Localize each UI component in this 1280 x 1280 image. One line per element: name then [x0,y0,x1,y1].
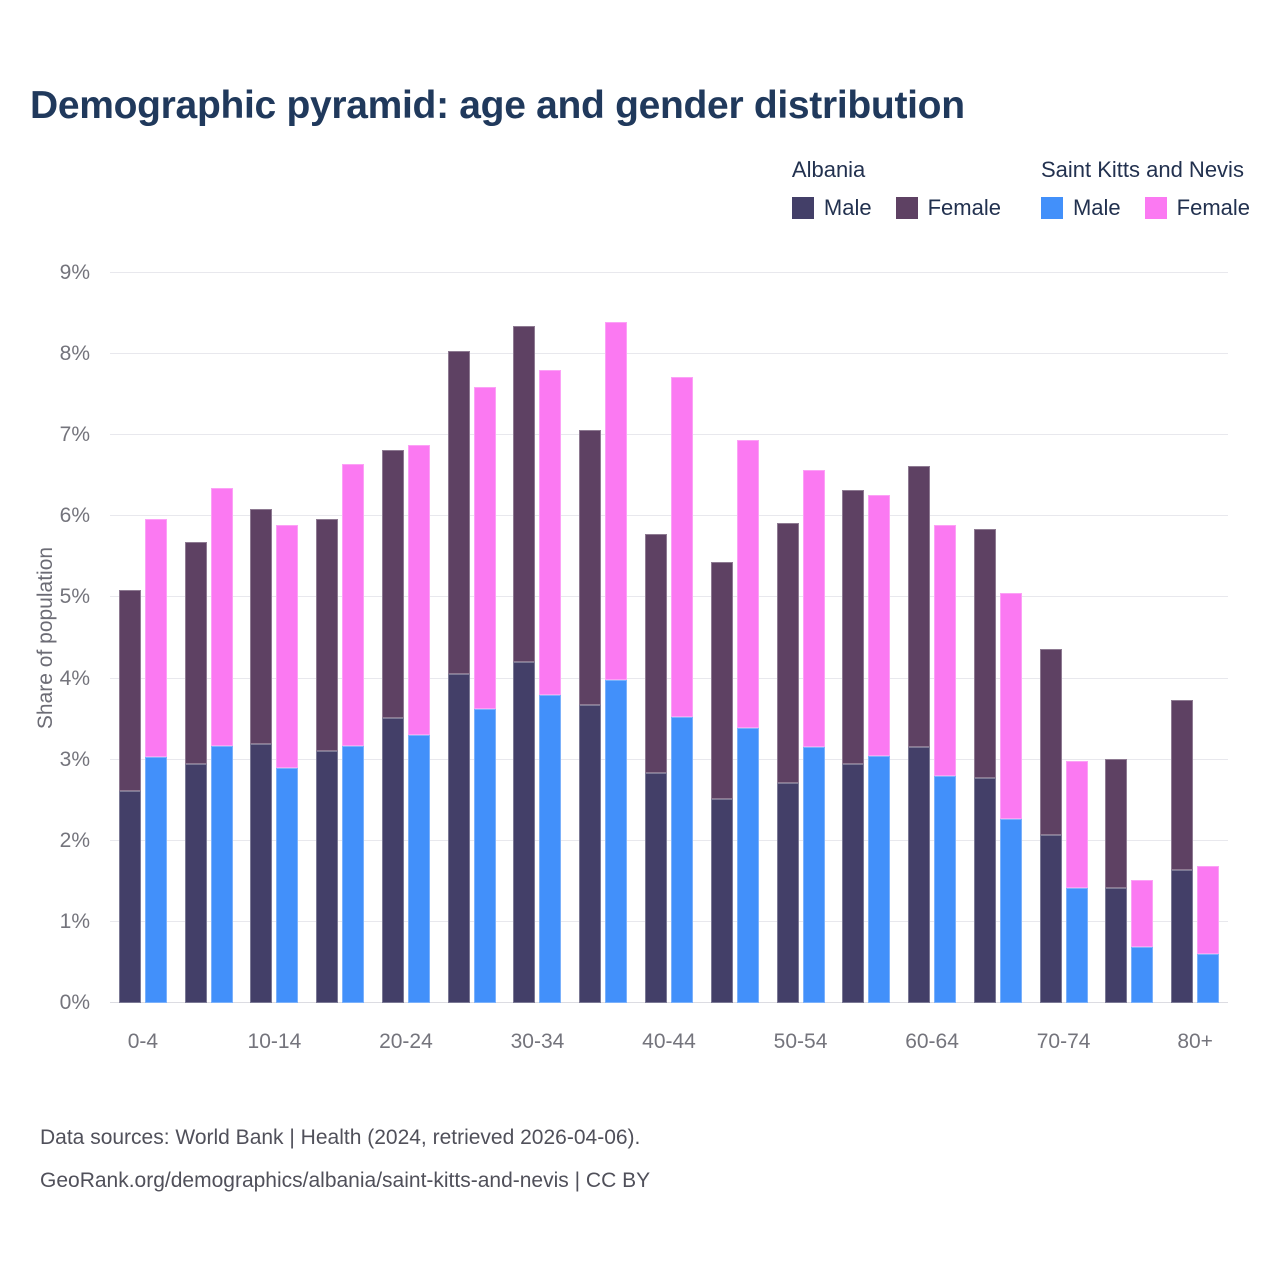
bar-saint-kitts-and-nevis-male-35-39[interactable] [605,680,627,1003]
footer [40,1116,650,1202]
x-tick-40-44: 40-44 [642,1030,696,1053]
bar-saint-kitts-and-nevis-female-75-79[interactable] [1131,880,1153,947]
bar-albania-male-25-29[interactable] [448,674,470,1003]
stack-saint-kitts-and-nevis-60-64 [934,525,956,1003]
legend-item-label: Male [823,195,872,220]
legend [792,157,1250,221]
skn-male-swatch-icon [1041,197,1063,219]
x-tick-25-29 [439,1030,505,1054]
bar-saint-kitts-and-nevis-male-30-34[interactable] [539,695,561,1003]
y-tick-6%: 6% [59,504,90,528]
stack-albania-65-69 [974,529,996,1003]
x-tick-45-49 [702,1030,768,1054]
stack-saint-kitts-and-nevis-50-54 [803,470,825,1003]
bar-albania-female-30-34[interactable] [513,326,535,663]
bar-group-10-14 [242,273,308,1003]
bar-albania-female-70-74[interactable] [1040,649,1062,835]
legend-item-albania-female[interactable] [896,195,1001,221]
bar-albania-female-5-9[interactable] [185,542,207,763]
bar-saint-kitts-and-nevis-male-55-59[interactable] [868,756,890,1003]
bar-saint-kitts-and-nevis-female-30-34[interactable] [539,370,561,695]
y-tick-9%: 9% [59,261,90,284]
stack-saint-kitts-and-nevis-15-19 [342,464,364,1003]
stack-saint-kitts-and-nevis-10-14 [276,525,298,1003]
x-tick-80-: 80+ [1177,1030,1213,1053]
bar-saint-kitts-and-nevis-female-80-[interactable] [1197,866,1219,954]
bar-group-35-39 [570,273,636,1003]
y-tick-0%: 0% [59,991,90,1014]
y-axis-title: Share of population [34,546,57,730]
bar-group-15-19 [307,273,373,1003]
legend-items-saint-kitts-and-nevis [1041,195,1250,221]
bar-albania-female-40-44[interactable] [645,534,667,773]
bar-albania-male-35-39[interactable] [579,705,601,1003]
bar-saint-kitts-and-nevis-female-15-19[interactable] [342,464,364,745]
x-tick-55-59 [833,1030,899,1054]
x-tick-10-14: 10-14 [247,1030,302,1053]
bar-group-80- [1162,273,1228,1003]
bar-saint-kitts-and-nevis-male-20-24[interactable] [408,735,430,1003]
bar-saint-kitts-and-nevis-female-25-29[interactable] [474,387,496,709]
stack-saint-kitts-and-nevis-5-9 [211,488,233,1003]
stack-saint-kitts-and-nevis-30-34 [539,370,561,1003]
bar-albania-female-60-64[interactable] [908,466,930,747]
bar-saint-kitts-and-nevis-female-5-9[interactable] [211,488,233,746]
bar-albania-male-45-49[interactable] [711,799,733,1003]
albania-male-swatch-icon [792,197,814,219]
x-tick-70-74: 70-74 [1036,1030,1091,1053]
albania-female-swatch-icon [896,197,918,219]
bar-albania-male-65-69[interactable] [974,778,996,1003]
skn-female-swatch-icon [1145,197,1167,219]
y-tick-7%: 7% [59,423,90,447]
bar-saint-kitts-and-nevis-male-0-4[interactable] [145,757,167,1003]
y-tick-8%: 8% [59,342,90,366]
bar-saint-kitts-and-nevis-female-60-64[interactable] [934,525,956,776]
bar-saint-kitts-and-nevis-male-25-29[interactable] [474,709,496,1003]
stack-saint-kitts-and-nevis-40-44 [671,377,693,1003]
bar-albania-male-15-19[interactable] [316,751,338,1003]
bar-albania-male-55-59[interactable] [842,764,864,1003]
legend-item-skn-female[interactable] [1145,195,1250,221]
stack-albania-80- [1171,700,1193,1003]
bar-saint-kitts-and-nevis-female-40-44[interactable] [671,377,693,717]
stack-albania-50-54 [777,523,799,1003]
legend-item-skn-male[interactable] [1041,195,1121,221]
x-axis [110,1030,1228,1054]
bar-saint-kitts-and-nevis-male-60-64[interactable] [934,776,956,1003]
bar-albania-female-0-4[interactable] [119,590,141,790]
footer-line-2: GeoRank.org/demographics/albania/saint-kitts-and-nevis | CC BY [40,1169,651,1192]
bar-albania-female-25-29[interactable] [448,351,470,674]
stack-saint-kitts-and-nevis-75-79 [1131,880,1153,1003]
bar-group-20-24 [373,273,439,1003]
x-tick-15-19 [307,1030,373,1054]
stack-saint-kitts-and-nevis-55-59 [868,495,890,1003]
legend-item-albania-male[interactable] [792,195,872,221]
bar-albania-male-30-34[interactable] [513,662,535,1003]
stack-albania-20-24 [382,450,404,1003]
legend-group-albania [792,157,1001,221]
bar-albania-female-65-69[interactable] [974,529,996,778]
bar-saint-kitts-and-nevis-male-45-49[interactable] [737,728,759,1003]
legend-header-albania: Albania [791,157,866,182]
x-tick-20-24: 20-24 [379,1030,433,1053]
page-title: Demographic pyramid: age and gender distribution [30,84,965,127]
bar-group-65-69 [965,273,1031,1003]
legend-item-label: Female [927,195,1001,220]
legend-header-saint-kitts-and-nevis: Saint Kitts and Nevis [1040,157,1244,182]
bar-albania-female-75-79[interactable] [1105,759,1127,888]
stack-albania-10-14 [250,509,272,1003]
stack-albania-0-4 [119,590,141,1003]
stack-albania-25-29 [448,351,470,1003]
bars [110,273,1228,1003]
y-axis [0,261,100,1014]
bar-albania-male-75-79[interactable] [1105,888,1127,1003]
bar-albania-female-15-19[interactable] [316,519,338,751]
bar-albania-male-70-74[interactable] [1040,835,1062,1003]
y-tick-1%: 1% [59,909,90,933]
bar-group-40-44 [636,273,702,1003]
stack-saint-kitts-and-nevis-70-74 [1066,761,1088,1003]
stack-saint-kitts-and-nevis-35-39 [605,322,627,1003]
bar-group-0-4 [110,273,176,1003]
bar-saint-kitts-and-nevis-male-15-19[interactable] [342,746,364,1003]
legend-item-label: Female [1176,195,1250,220]
stack-saint-kitts-and-nevis-20-24 [408,445,430,1003]
bar-group-60-64 [899,273,965,1003]
bar-albania-male-60-64[interactable] [908,747,930,1003]
bar-group-50-54 [768,273,834,1003]
stack-albania-55-59 [842,490,864,1003]
bar-albania-male-40-44[interactable] [645,773,667,1003]
bar-saint-kitts-and-nevis-male-5-9[interactable] [211,746,233,1003]
legend-item-label: Male [1072,195,1121,220]
bar-albania-female-10-14[interactable] [250,509,272,744]
bar-group-30-34 [505,273,571,1003]
stack-albania-35-39 [579,430,601,1003]
bar-saint-kitts-and-nevis-male-65-69[interactable] [1000,819,1022,1003]
bar-saint-kitts-and-nevis-female-70-74[interactable] [1066,761,1088,888]
bar-saint-kitts-and-nevis-female-45-49[interactable] [737,440,759,728]
stack-saint-kitts-and-nevis-80- [1197,866,1219,1003]
stack-albania-15-19 [316,519,338,1003]
stack-saint-kitts-and-nevis-0-4 [145,519,167,1003]
bar-albania-female-20-24[interactable] [382,450,404,718]
bar-saint-kitts-and-nevis-female-0-4[interactable] [145,519,167,757]
stack-albania-40-44 [645,534,667,1003]
y-tick-3%: 3% [59,747,90,771]
x-tick-0-4: 0-4 [127,1030,159,1053]
bar-saint-kitts-and-nevis-female-50-54[interactable] [803,470,825,747]
stack-albania-60-64 [908,466,930,1003]
plot-area [110,273,1228,1003]
x-tick-60-64: 60-64 [905,1030,959,1053]
stack-albania-5-9 [185,542,207,1003]
footer-line-1: Data sources: World Bank | Health (2024, retrieved 2026-04-06). [40,1126,641,1149]
bar-albania-female-55-59[interactable] [842,490,864,764]
bar-saint-kitts-and-nevis-female-20-24[interactable] [408,445,430,735]
bar-saint-kitts-and-nevis-male-10-14[interactable] [276,768,298,1003]
bar-saint-kitts-and-nevis-male-70-74[interactable] [1066,888,1088,1003]
y-tick-5%: 5% [59,585,90,609]
bar-group-25-29 [439,273,505,1003]
bar-group-45-49 [702,273,768,1003]
bar-albania-male-50-54[interactable] [777,783,799,1003]
bar-albania-female-80-[interactable] [1171,700,1193,870]
x-tick-75-79 [1096,1030,1162,1054]
bar-group-75-79 [1096,273,1162,1003]
stack-albania-70-74 [1040,649,1062,1003]
y-tick-4%: 4% [59,666,90,690]
bar-saint-kitts-and-nevis-male-50-54[interactable] [803,747,825,1003]
bar-albania-male-10-14[interactable] [250,744,272,1003]
legend-group-saint-kitts-and-nevis [1041,157,1250,221]
bar-albania-male-80-[interactable] [1171,870,1193,1003]
bar-saint-kitts-and-nevis-male-80-[interactable] [1197,954,1219,1003]
bar-albania-female-45-49[interactable] [711,562,733,799]
stack-saint-kitts-and-nevis-45-49 [737,440,759,1003]
stack-saint-kitts-and-nevis-65-69 [1000,593,1022,1003]
bar-albania-female-50-54[interactable] [777,523,799,783]
bar-saint-kitts-and-nevis-female-55-59[interactable] [868,495,890,755]
y-tick-2%: 2% [59,828,90,852]
stack-albania-75-79 [1105,759,1127,1003]
bar-group-70-74 [1031,273,1097,1003]
stack-albania-45-49 [711,562,733,1003]
bar-albania-female-35-39[interactable] [579,430,601,705]
legend-items-albania [792,195,1001,221]
stack-albania-30-34 [513,326,535,1003]
bar-saint-kitts-and-nevis-female-35-39[interactable] [605,322,627,681]
bar-albania-male-20-24[interactable] [382,718,404,1004]
x-tick-65-69 [965,1030,1031,1054]
bar-group-55-59 [833,273,899,1003]
bar-albania-male-5-9[interactable] [185,764,207,1003]
bar-albania-male-0-4[interactable] [119,791,141,1004]
x-tick-30-34: 30-34 [510,1030,565,1053]
bar-saint-kitts-and-nevis-female-65-69[interactable] [1000,593,1022,818]
bar-saint-kitts-and-nevis-male-40-44[interactable] [671,717,693,1003]
x-tick-50-54: 50-54 [773,1030,828,1053]
x-tick-5-9 [176,1030,242,1054]
bar-group-5-9 [176,273,242,1003]
stack-saint-kitts-and-nevis-25-29 [474,387,496,1003]
x-tick-35-39 [570,1030,636,1054]
bar-saint-kitts-and-nevis-female-10-14[interactable] [276,525,298,768]
bar-saint-kitts-and-nevis-male-75-79[interactable] [1131,947,1153,1003]
